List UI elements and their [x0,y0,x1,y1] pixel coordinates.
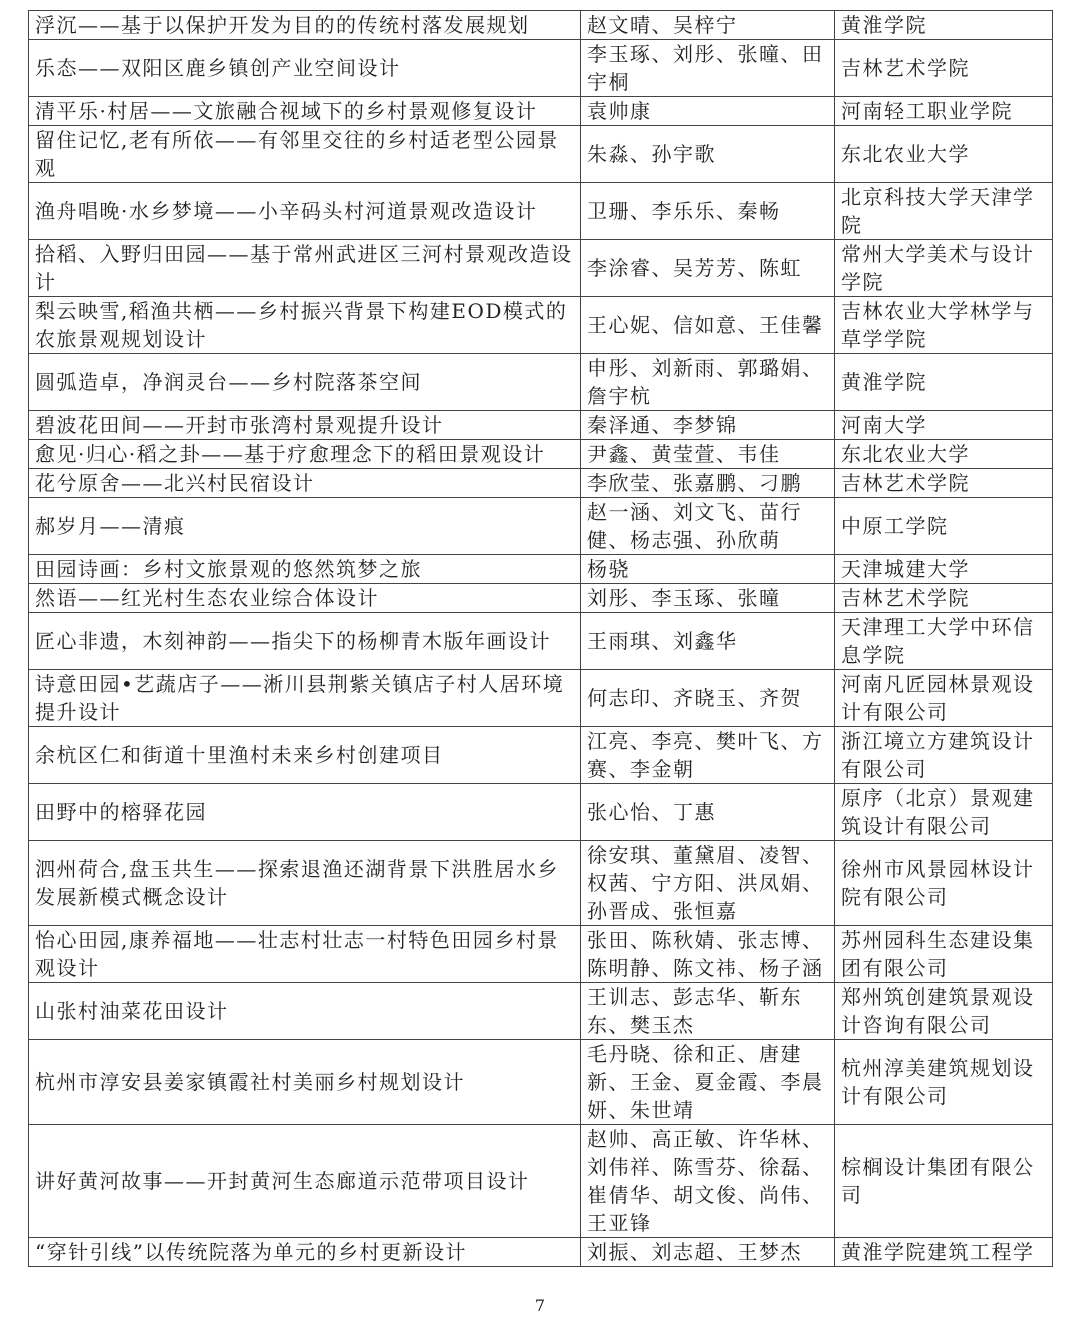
table-row [29,926,1053,983]
institution-cell: 河南大学 [835,411,1053,440]
project-title-cell: 匠心非遗，木刻神韵——指尖下的杨柳青木版年画设计 [29,613,581,670]
project-title-cell: 杭州市淳安县姜家镇霞社村美丽乡村规划设计 [29,1040,581,1125]
table-row [29,1040,1053,1125]
institution-cell: 天津城建大学 [835,555,1053,584]
institution-cell: 黄淮学院 [835,354,1053,411]
table-row [29,841,1053,926]
institution-cell: 吉林艺术学院 [835,584,1053,613]
table-row [29,97,1053,126]
authors-cell: 张田、陈秋婧、张志博、陈明静、陈文祎、杨子涵 [581,926,835,983]
project-title-cell: 留住记忆,老有所依——有邻里交往的乡村适老型公园景观 [29,126,581,183]
institution-cell: 北京科技大学天津学院 [835,183,1053,240]
table-row [29,240,1053,297]
table-row [29,498,1053,555]
project-title-cell: “穿针引线”以传统院落为单元的乡村更新设计 [29,1238,581,1267]
project-title-cell: 花兮原舍——北兴村民宿设计 [29,469,581,498]
table-row [29,411,1053,440]
authors-cell: 袁帅康 [581,97,835,126]
authors-cell: 徐安琪、董黛眉、凌智、权茜、宁方阳、洪凤娟、孙晋成、张恒嘉 [581,841,835,926]
project-title-cell: 田野中的榕驿花园 [29,784,581,841]
awards-table [28,10,1053,1267]
institution-cell: 郑州筑创建筑景观设计咨询有限公司 [835,983,1053,1040]
institution-cell: 浙江境立方建筑设计有限公司 [835,727,1053,784]
institution-cell: 吉林艺术学院 [835,469,1053,498]
institution-cell: 吉林农业大学林学与草学学院 [835,297,1053,354]
project-title-cell: 山张村油菜花田设计 [29,983,581,1040]
authors-cell: 朱淼、孙宇歌 [581,126,835,183]
table-body [29,11,1053,1267]
page-number: 7 [534,1296,546,1315]
institution-cell: 中原工学院 [835,498,1053,555]
authors-cell: 卫珊、李乐乐、秦畅 [581,183,835,240]
project-title-cell: 怡心田园,康养福地——壮志村壮志一村特色田园乡村景观设计 [29,926,581,983]
project-title-cell: 泗州荷合,盘玉共生——探索退渔还湖背景下洪胜居水乡发展新模式概念设计 [29,841,581,926]
authors-cell: 毛丹晓、徐和正、唐建新、王金、夏金霞、李晨妍、朱世靖 [581,1040,835,1125]
project-title-cell: 余杭区仁和街道十里渔村未来乡村创建项目 [29,727,581,784]
table-row [29,40,1053,97]
project-title-cell: 梨云映雪,稻渔共栖——乡村振兴背景下构建EOD模式的农旅景观规划设计 [29,297,581,354]
table-row [29,11,1053,40]
authors-cell: 李玉琢、刘彤、张曈、田宇桐 [581,40,835,97]
table-row [29,784,1053,841]
project-title-cell: 讲好黄河故事——开封黄河生态廊道示范带项目设计 [29,1125,581,1238]
authors-cell: 尹鑫、黄莹萱、韦佳 [581,440,835,469]
institution-cell: 原序（北京）景观建筑设计有限公司 [835,784,1053,841]
authors-cell: 刘振、刘志超、王梦杰 [581,1238,835,1267]
institution-cell: 苏州园科生态建设集团有限公司 [835,926,1053,983]
authors-cell: 江亮、李亮、樊叶飞、方赛、李金朝 [581,727,835,784]
institution-cell: 河南轻工职业学院 [835,97,1053,126]
institution-cell: 常州大学美术与设计学院 [835,240,1053,297]
project-title-cell: 郝岁月——清痕 [29,498,581,555]
authors-cell: 李涂睿、吴芳芳、陈虹 [581,240,835,297]
table-row [29,297,1053,354]
project-title-cell: 然语——红光村生态农业综合体设计 [29,584,581,613]
institution-cell: 黄淮学院建筑工程学 [835,1238,1053,1267]
authors-cell: 刘彤、李玉琢、张曈 [581,584,835,613]
authors-cell: 赵一涵、刘文飞、苗行健、杨志强、孙欣萌 [581,498,835,555]
authors-cell: 申彤、刘新雨、郭璐娟、詹宇杭 [581,354,835,411]
table-row [29,727,1053,784]
table-row [29,1238,1053,1267]
institution-cell: 东北农业大学 [835,440,1053,469]
project-title-cell: 愈见·归心·稻之卦——基于疗愈理念下的稻田景观设计 [29,440,581,469]
authors-cell: 王雨琪、刘鑫华 [581,613,835,670]
authors-cell: 李欣莹、张嘉鹏、刁鹏 [581,469,835,498]
table-row [29,983,1053,1040]
table-row [29,126,1053,183]
authors-cell: 王训志、彭志华、靳东东、樊玉杰 [581,983,835,1040]
project-title-cell: 拾稻、入野归田园——基于常州武进区三河村景观改造设计 [29,240,581,297]
institution-cell: 黄淮学院 [835,11,1053,40]
table-row [29,440,1053,469]
project-title-cell: 渔舟唱晚·水乡梦境——小辛码头村河道景观改造设计 [29,183,581,240]
authors-cell: 秦泽通、李梦锦 [581,411,835,440]
project-title-cell: 浮沉——基于以保护开发为目的的传统村落发展规划 [29,11,581,40]
project-title-cell: 碧波花田间——开封市张湾村景观提升设计 [29,411,581,440]
table-row [29,670,1053,727]
authors-cell: 赵帅、高正敏、许华林、刘伟祥、陈雪芬、徐磊、崔倩华、胡文俊、尚伟、王亚锋 [581,1125,835,1238]
institution-cell: 天津理工大学中环信息学院 [835,613,1053,670]
table-row [29,584,1053,613]
project-title-cell: 乐态——双阳区鹿乡镇创产业空间设计 [29,40,581,97]
table-row [29,354,1053,411]
institution-cell: 河南凡匠园林景观设计有限公司 [835,670,1053,727]
project-title-cell: 清平乐·村居——文旅融合视域下的乡村景观修复设计 [29,97,581,126]
project-title-cell: 圆弧造卓，净润灵台——乡村院落茶空间 [29,354,581,411]
institution-cell: 杭州淳美建筑规划设计有限公司 [835,1040,1053,1125]
institution-cell: 棕榈设计集团有限公司 [835,1125,1053,1238]
table-row [29,469,1053,498]
institution-cell: 吉林艺术学院 [835,40,1053,97]
project-title-cell: 田园诗画：乡村文旅景观的悠然筑梦之旅 [29,555,581,584]
authors-cell: 王心妮、信如意、王佳馨 [581,297,835,354]
authors-cell: 张心怡、丁惠 [581,784,835,841]
authors-cell: 杨骁 [581,555,835,584]
authors-cell: 赵文晴、吴梓宁 [581,11,835,40]
authors-cell: 何志印、齐晓玉、齐贺 [581,670,835,727]
institution-cell: 东北农业大学 [835,126,1053,183]
table-row [29,183,1053,240]
table-row [29,613,1053,670]
table-row [29,1125,1053,1238]
institution-cell: 徐州市风景园林设计院有限公司 [835,841,1053,926]
table-row [29,555,1053,584]
project-title-cell: 诗意田园•艺蔬店子——淅川县荆紫关镇店子村人居环境提升设计 [29,670,581,727]
